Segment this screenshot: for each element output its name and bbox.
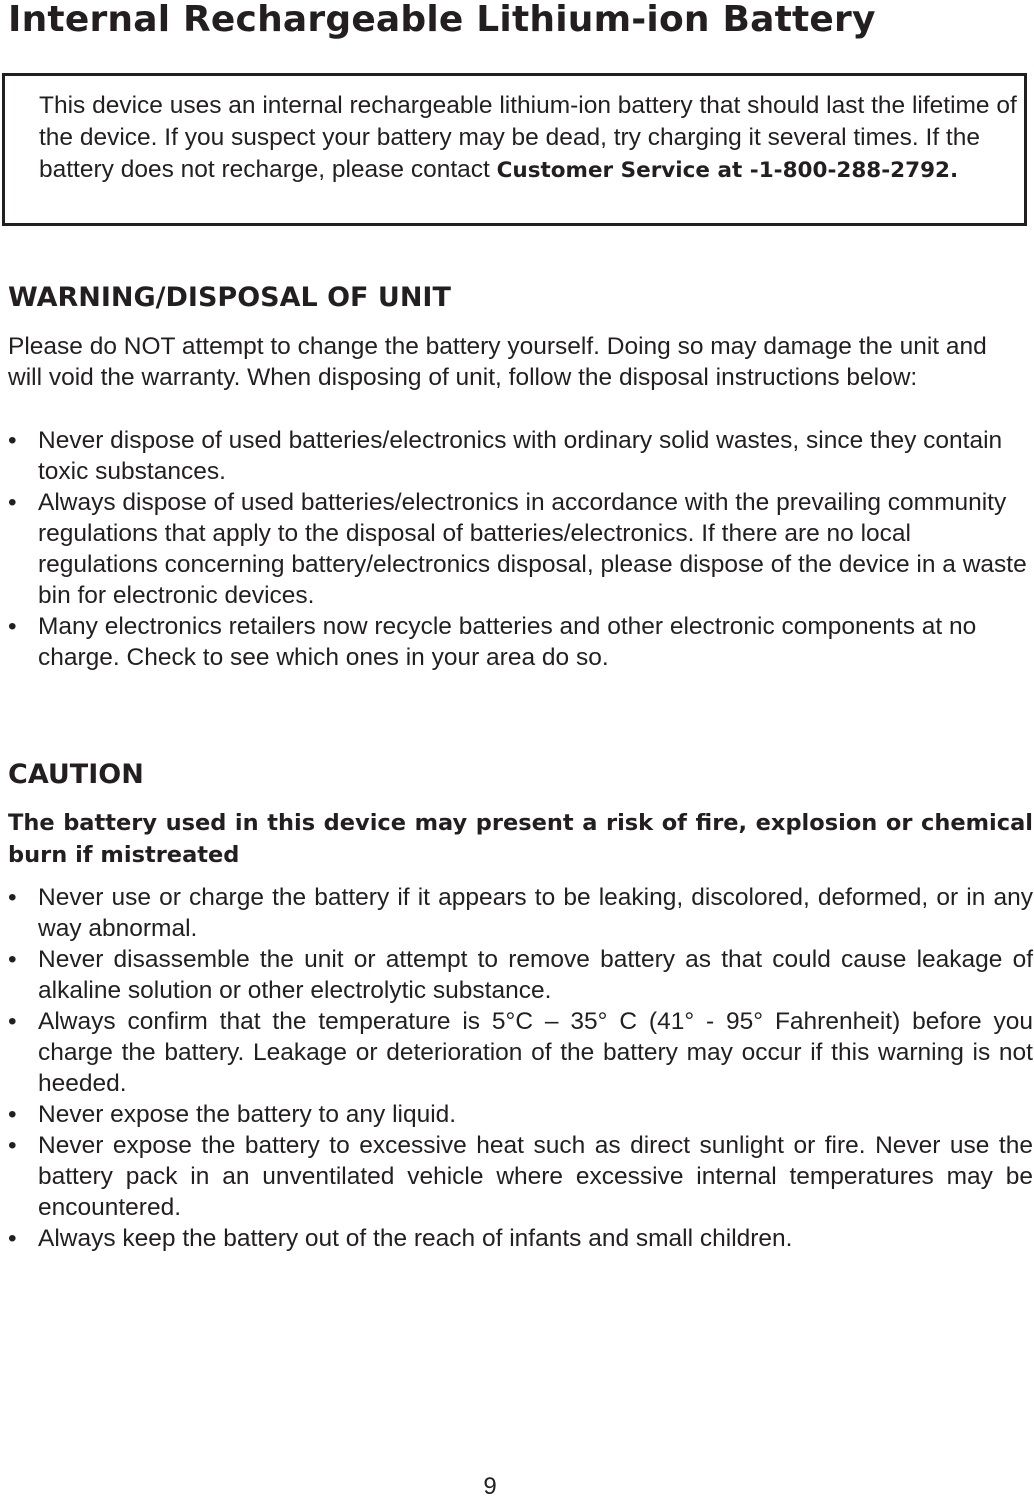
customer-service-contact: Customer Service at -1-800-288-2792. [496, 158, 959, 183]
list-item [8, 1130, 1033, 1223]
bullet-icon: • [8, 489, 17, 516]
battery-notice-box [2, 73, 1027, 226]
list-item [8, 425, 1028, 487]
list-item [8, 1223, 1033, 1254]
list-item-text: Never expose the battery to any liquid. [38, 1101, 457, 1128]
caution-lead: The battery used in this device may present a risk of fire, explosion or chemical burn if mistreated [8, 810, 1033, 868]
list-item [8, 1006, 1033, 1099]
list-item-text: Always keep the battery out of the reach of infants and small children. [38, 1225, 793, 1252]
caution-list [8, 882, 1033, 1254]
battery-notice-text [39, 90, 1024, 187]
list-item [8, 882, 1033, 944]
list-item-text: Always confirm that the temperature is 5°C – 35° C (41° - 95° Fahrenheit) before you charge the battery. Leakage or deterioration of the battery may occur if this warning is not heeded. [38, 1008, 1033, 1097]
page-number: 9 [483, 1473, 497, 1500]
list-item-text: Never dispose of used batteries/electronics with ordinary solid wastes, since they contain toxic substances. [38, 427, 1003, 485]
bullet-icon: • [8, 946, 17, 973]
list-item-text: Many electronics retailers now recycle batteries and other electronic components at no charge. Check to see which ones in your area do so. [38, 613, 977, 671]
bullet-icon: • [8, 1225, 17, 1252]
list-item [8, 611, 1028, 673]
notice-body: This device uses an internal rechargeable lithium-ion battery that should last the lifetime of the device. If you suspect your battery may be dead, try charging it several times. If the battery does not recharge, please contact [39, 92, 1017, 183]
bullet-icon: • [8, 1101, 17, 1128]
disposal-list [8, 425, 1028, 673]
bullet-icon: • [8, 884, 17, 911]
caution-heading: CAUTION [8, 759, 144, 790]
page-title: Internal Rechargeable Lithium-ion Battery [8, 0, 876, 40]
list-item-text: Never use or charge the battery if it appears to be leaking, discolored, deformed, or in any way abnormal. [38, 884, 1033, 942]
list-item [8, 1099, 1033, 1130]
list-item [8, 944, 1033, 1006]
bullet-icon: • [8, 613, 17, 640]
list-item-text: Never expose the battery to excessive heat such as direct sunlight or fire. Never use the battery pack in an unventilated vehicle where excessive internal temperatures may be encountered. [38, 1132, 1033, 1221]
bullet-icon: • [8, 1008, 17, 1035]
bullet-icon: • [8, 1132, 17, 1159]
list-item [8, 487, 1028, 611]
warning-intro: Please do NOT attempt to change the battery yourself. Doing so may damage the unit and will void the warranty. When disposing of unit, follow the disposal instructions below: [8, 333, 987, 391]
list-item-text: Always dispose of used batteries/electronics in accordance with the prevailing community regulations that apply to the disposal of batteries/electronics. If there are no local regulations concerning battery/electronics disposal, please dispose of the device in a waste bin for electronic devices. [38, 489, 1027, 609]
list-item-text: Never disassemble the unit or attempt to remove battery as that could cause leakage of alkaline solution or other electrolytic substance. [38, 946, 1033, 1004]
bullet-icon: • [8, 427, 17, 454]
warning-heading: WARNING/DISPOSAL OF UNIT [8, 282, 451, 313]
